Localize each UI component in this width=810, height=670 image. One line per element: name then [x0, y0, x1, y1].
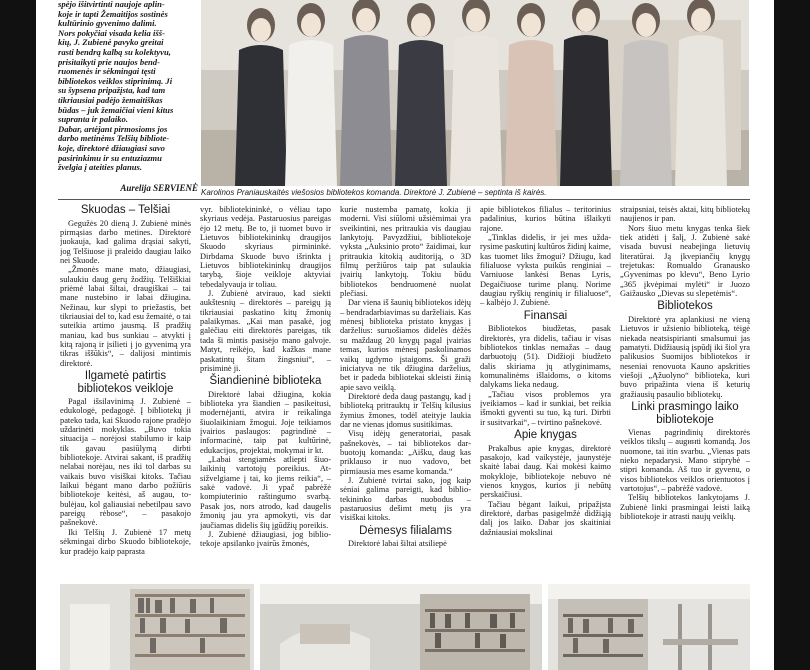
paragraph: Nors šiuo metu knygas tenka šiek tiek atidėti į šalį, J. Zubienė sakė visada buvusi neabejinga lietuvių literatūrai. Ją įkvepiančių knygų trejetukas: Romualdo Granausko „Gyvenimas po klevu“, Beno Lyrio „365 įkvėpimai mylėti“ ir Juozo Gaižausko „Dievas su slepetėmis“.: [620, 223, 750, 299]
section-heading: Skuodas – Telšiai: [80, 204, 171, 216]
paragraph: J. Zubienė džiaugiasi, jog bibliotekoje apsilanko įvairūs žmonės,: [200, 529, 331, 549]
paragraph: straipsniai, teisės aktai, kitų bibliotekų naujienos ir pan.: [620, 205, 750, 224]
library-photo-1: [60, 584, 254, 670]
intro-line: spėjo išitvirtinti naujoje aplin-: [58, 0, 165, 9]
paragraph: Visų idėjų generatoriai, pasak pašnekovės, – tai bibliotekos darbuotojų komanda: „Aišku, daug kas priklauso ir nuo vadovo, bet pirmiausia mes esame komanda.“: [340, 429, 471, 476]
paragraph: Direktorė labai džiugina, kokia biblioteka yra šiandien – pasikeitusi, modernėjanti, atvira ir reikalinga šiuolaikiniam žmogui. Joje teikiamos įvairios paslaugos: pagrindinė – informacinė, taip pat kultūrinė, edukacijos, projektai, mokymai ir kt.: [200, 389, 331, 455]
paragraph: Prakalbus apie knygas, direktorė pasakojo, kad vaikystėje, jaunystėje skaitė labai daug. Kai mokėsi kaimo mokykloje, bibliotekoje nebuvo nė vienos knygos, kurios ji nebūtų perskaičiusi.: [480, 443, 611, 500]
section-heading: Šiandieninė biblioteka: [209, 375, 322, 388]
intro-line: su šypsena pripažįsta, kad tam: [58, 85, 166, 96]
library-photo-3: [548, 584, 750, 670]
intro-line: Nors pokyčiai visada kelia išš-: [58, 27, 165, 38]
paragraph: Vienas pagrindinių direktorės veiklos tikslų – augинti komandą. Jos nuomone, tai itin svarbu. „Vienas pats nieko nepadarysi. Mano stiprybė – stipri komanda. Aš tuo ir gyvenu, o visos bibliotekos veiklos orientuotos į vartotojus“, – pabrėžė vadovė.: [620, 428, 750, 494]
paragraph: Gegužės 20 dieną J. Zubienė minės pirmąsias darbo metines. Direktorė juokauja, kad galima drąsiai sakyti, jog Telšiuose ji praleido daugiau laiko nei Skuode.: [60, 218, 191, 265]
paragraph: Pagal išsilavinimą J. Zubienė – edukologė, pedagogė. Į bibliotekų ji pateko tada, kai Skuodo rajone pradėjo uždarinėti mokyklas. „Buvo tokia situacija – norėjosi stabilumo ir kaip tik gavau pasiūlymą dirbti bibliotekoje. Atvirai sakant, iš pradžių nelabai norėjau, nes iki tol darbas su vaikais buvo visiškai kitoks. Tačiau laikui bėgant mano darbo požiūris bibliotekoje keitėsi, aš augau, tobulėjau, kol galiausiai nebetilpau savo pareigų rėbose“, – pasakojo pašnekovė.: [60, 397, 191, 528]
intro-text: [58, 0, 198, 182]
paragraph: „Žmonės mane mato, džiaugiasi, sulaukiu daug gerų žodžių. Telšiškiai priėmė labai šiltai, draugiškai – tai mane nustebino ir labai džiugina. Nežinau, kur slypi to priežastis, bet tikriausiai del to, kad esu žemaitė, o tai suteikia artimo jausmą. Iš pradžių maniau, kad bus sunkiau – atvykti į kitą rajoną ir įsilieti į jo gyvenimą yra tikras iššūkis“, – dalijosi mintimis direktorė.: [60, 265, 191, 368]
section-heading: Apie knygas: [514, 429, 577, 442]
paragraph: Direktorė deda daug pastangų, kad į biblioteką pritrauktų ir Telšių kilusius žymius žmones, todėl ateityje laukia dar ne vienas įdomus susitikimas.: [340, 391, 471, 429]
paragraph: Iki Telšių J. Zubienė 17 metų sėkmingai dirbo Skuodo bibliotekoje, kur pradėjo kaip paprasta: [60, 527, 191, 556]
article-column-2: [200, 205, 331, 582]
team-photo: [201, 0, 749, 186]
intro-line: supranta ir palaiko.: [58, 114, 128, 125]
section-heading: Ilgametė patirtis bibliotekos veikloje: [77, 370, 174, 395]
intro-line: tikriausiai padėjo žemaitiškas: [58, 94, 163, 105]
intro-line: kultūrinio gyvenimo dalimi.: [58, 18, 157, 29]
paragraph: J. Zubienė tvirtai sako, jog kaip sėniai galima pareigti, kad bibliotekininko darbas nuobodus – pastaruosius dešimt metų jis yra visiškai kitoks.: [340, 475, 471, 523]
caption-rule: [58, 199, 750, 200]
intro-line: ruomenės ir sėkmingai tęsti: [58, 66, 156, 77]
intro-line: prisitaikyti prie naujos bend-: [58, 56, 160, 67]
paragraph: Direktorė labai šiltai atsiliepė: [348, 539, 447, 549]
intro-line: Dabar, artėjant pirmosioms jos: [58, 123, 168, 134]
article-column-5: [620, 205, 750, 582]
intro-line: kių, J. Zubienė pavyko greitai: [58, 37, 164, 48]
section-heading: Linki prasmingo laiko bibliotekoje: [631, 401, 739, 426]
article-column-3: [340, 205, 471, 582]
paragraph: vyr. bibliotekininkė, o vėliau tapo skyriaus vedėja. Pastaruosius pareigas ėjo 12 metų. Be to, ji tuomet buvo ir Lietuvos bibliotekininkų draugijos Skuodo skyriaus pirmininkė. Dirbdama Skuode buvo išrinkta į Lietuvos bibliotekininkų draugijos tarybą, šioje veikloje aktyviai tebedalyvauja ir toliau.: [200, 205, 331, 289]
left-page-edge: [0, 0, 36, 670]
paragraph: apie bibliotekos filialus – teritorinius padalinius, kurios būtina išlaikyti rajone.: [480, 205, 611, 233]
paragraph: Tačiau bėgant laikui, pripažįsta direktorė, darbas pasigelmžė didžiąją dalį jos laiko. Dabar jos skaitiniai dažniausiai mokslinai: [480, 499, 611, 537]
intro-line: būdas – juk žemaičiai vieni kitus: [58, 104, 174, 115]
library-photo-2: [260, 584, 542, 670]
intro-line: darbo metinėms Telšių bibliote-: [58, 133, 170, 144]
paragraph: Dar viena iš šaunių bibliotekos idėjų – bendradarbiavimas su darželiais. Kas mėnesį biblioteka pristato knygas į darželius: suruošiamos didelės dėžės su maždaug 20 knygų pagal įvairias temas, kurios mėnesį paskolinamos vaikų ugdymo įstaigoms. Ši graži iniciatyva ne tik džiugina darželius, bet ir padeda bibliotekai skleisti žinią apie savo veiklą.: [340, 298, 471, 392]
section-heading: Finansai: [523, 309, 568, 322]
photo-caption: Karolinos Praniauskaitės viešosios bibliotekos komanda. Direktorė J. Zubienė – septinta iš kairės.: [201, 188, 547, 197]
article-author: Aurelija SERVIENĖ: [120, 183, 198, 193]
intro-line: pasirinkimu ir su entuziazmu: [58, 152, 162, 163]
paragraph: kurie nustemba pamatę, kokia ji moderni. Visi siūlomi užsiėmimai yra sveikintini, nes pritraukia vis daugiau lankytojų. Pavyzdžiui, bibliotekoje vyksta „Auksinio proto“ žaidimai, kur pritraukia kitokią auditoriją, o 3D filmų peržiūros taip pat sulaukia įvairių lankytojų. Tokiu būdu bibliotekos bendruomenė nuolat plečiasi.: [340, 205, 471, 299]
intro-line: rasti bendrą kalbą su kolektyvu,: [58, 46, 171, 57]
intro-line: žvelgia į ateities planus.: [58, 162, 143, 173]
article-column-1: [60, 202, 191, 582]
intro-line: koje, direktorė džiaugiasi savo: [58, 142, 165, 153]
intro-line: koje ir tapti Žemaitijos sostinės: [58, 8, 168, 19]
paragraph: J. Zubienė atvirauo, kad siekti aukštesnių – direktorės – pareigų ją tikriausiai paskatino kitų žmonių palaikymas. „Kai man pasakė, jog galėčiau eiti direktorės pareigas, tik tada ši mintis pasisėjo mano galvoje. Matyt, reikėjo, kad kažkas mane paskatintų šitam žingsniui“, – prisiminė ji.: [200, 289, 331, 373]
paragraph: Direktorė yra aplankiusi ne vieną Lietuvos ir užsienio biblioteką, tėigė niekada neatsispirianti smalsumui jas pamatyti. Didžiausią įspūdį iki šiol yra palikusios Suomijos bibliotekos ir neseniai renovuota Kauno apskrities viešoji „Ąžuolyno“ biblioteka, kuri buvo pripažinta viena iš keturių gražiausių pasaulio bibliotekų.: [620, 314, 750, 399]
right-page-edge: [774, 0, 810, 670]
article-column-4: [480, 205, 611, 582]
section-heading: Bibliotekos: [657, 300, 713, 313]
paragraph: Telšių bibliotekos lankytojams J. Zubienė linki prasmingai leisti laiką bibliotekoje ir atrasti naujų veiklų.: [620, 493, 750, 522]
paragraph: Bibliotekos biudžetas, pasak direktorės, yra didelis, tačiau ir visas bibliotekos tinklas nemažas – daug darbuotojų (51). Didžioji biudžeto dalis skiriama jų atlyginimams, komunalinėms išlaidoms, o kitoms dalykams lieka nedaug.: [480, 324, 611, 390]
section-heading: Dėmesys filialams: [359, 524, 452, 537]
paragraph: „Tinklas didelis, ir jei mes uždarysime paskutinį kultūros židinį kaime, kas tuomet liks žmogui? Džiugu, kad filialuose vyksta puikūs renginiai – Varniuose lankėsi Benas Lyris, Degaičiuose turime planų. Norime daugiau ryškių renginių ir filialuose“, – kalbėjo J. Zubienė.: [480, 233, 611, 308]
paragraph: „Labai stengiamės atliepti šiuolaikinių vartotojų poreikius. Atsižvelgiame į tai, ko jiems reikia“, – sakė vadovė. Ji ypač pabrėžė kompiuterinio raštingumo svarbą. Pasak jos, nors atrodo, kad daugelis žmonių jau yra apmokyti, vis dar jaučiamas didelis šių įgūdžių poreikis.: [200, 455, 331, 530]
intro-line: bibliotekos veiklos stiprinimą. Ji: [58, 75, 173, 86]
paragraph: „Tačiau visos problemos yra įveikiamos – kad ir sunkiai, bet reikia išmokti gyventi su tuo, ką turi. Dirbti ir susitvarkai“, – tvirtino pašnekovė.: [480, 389, 611, 427]
